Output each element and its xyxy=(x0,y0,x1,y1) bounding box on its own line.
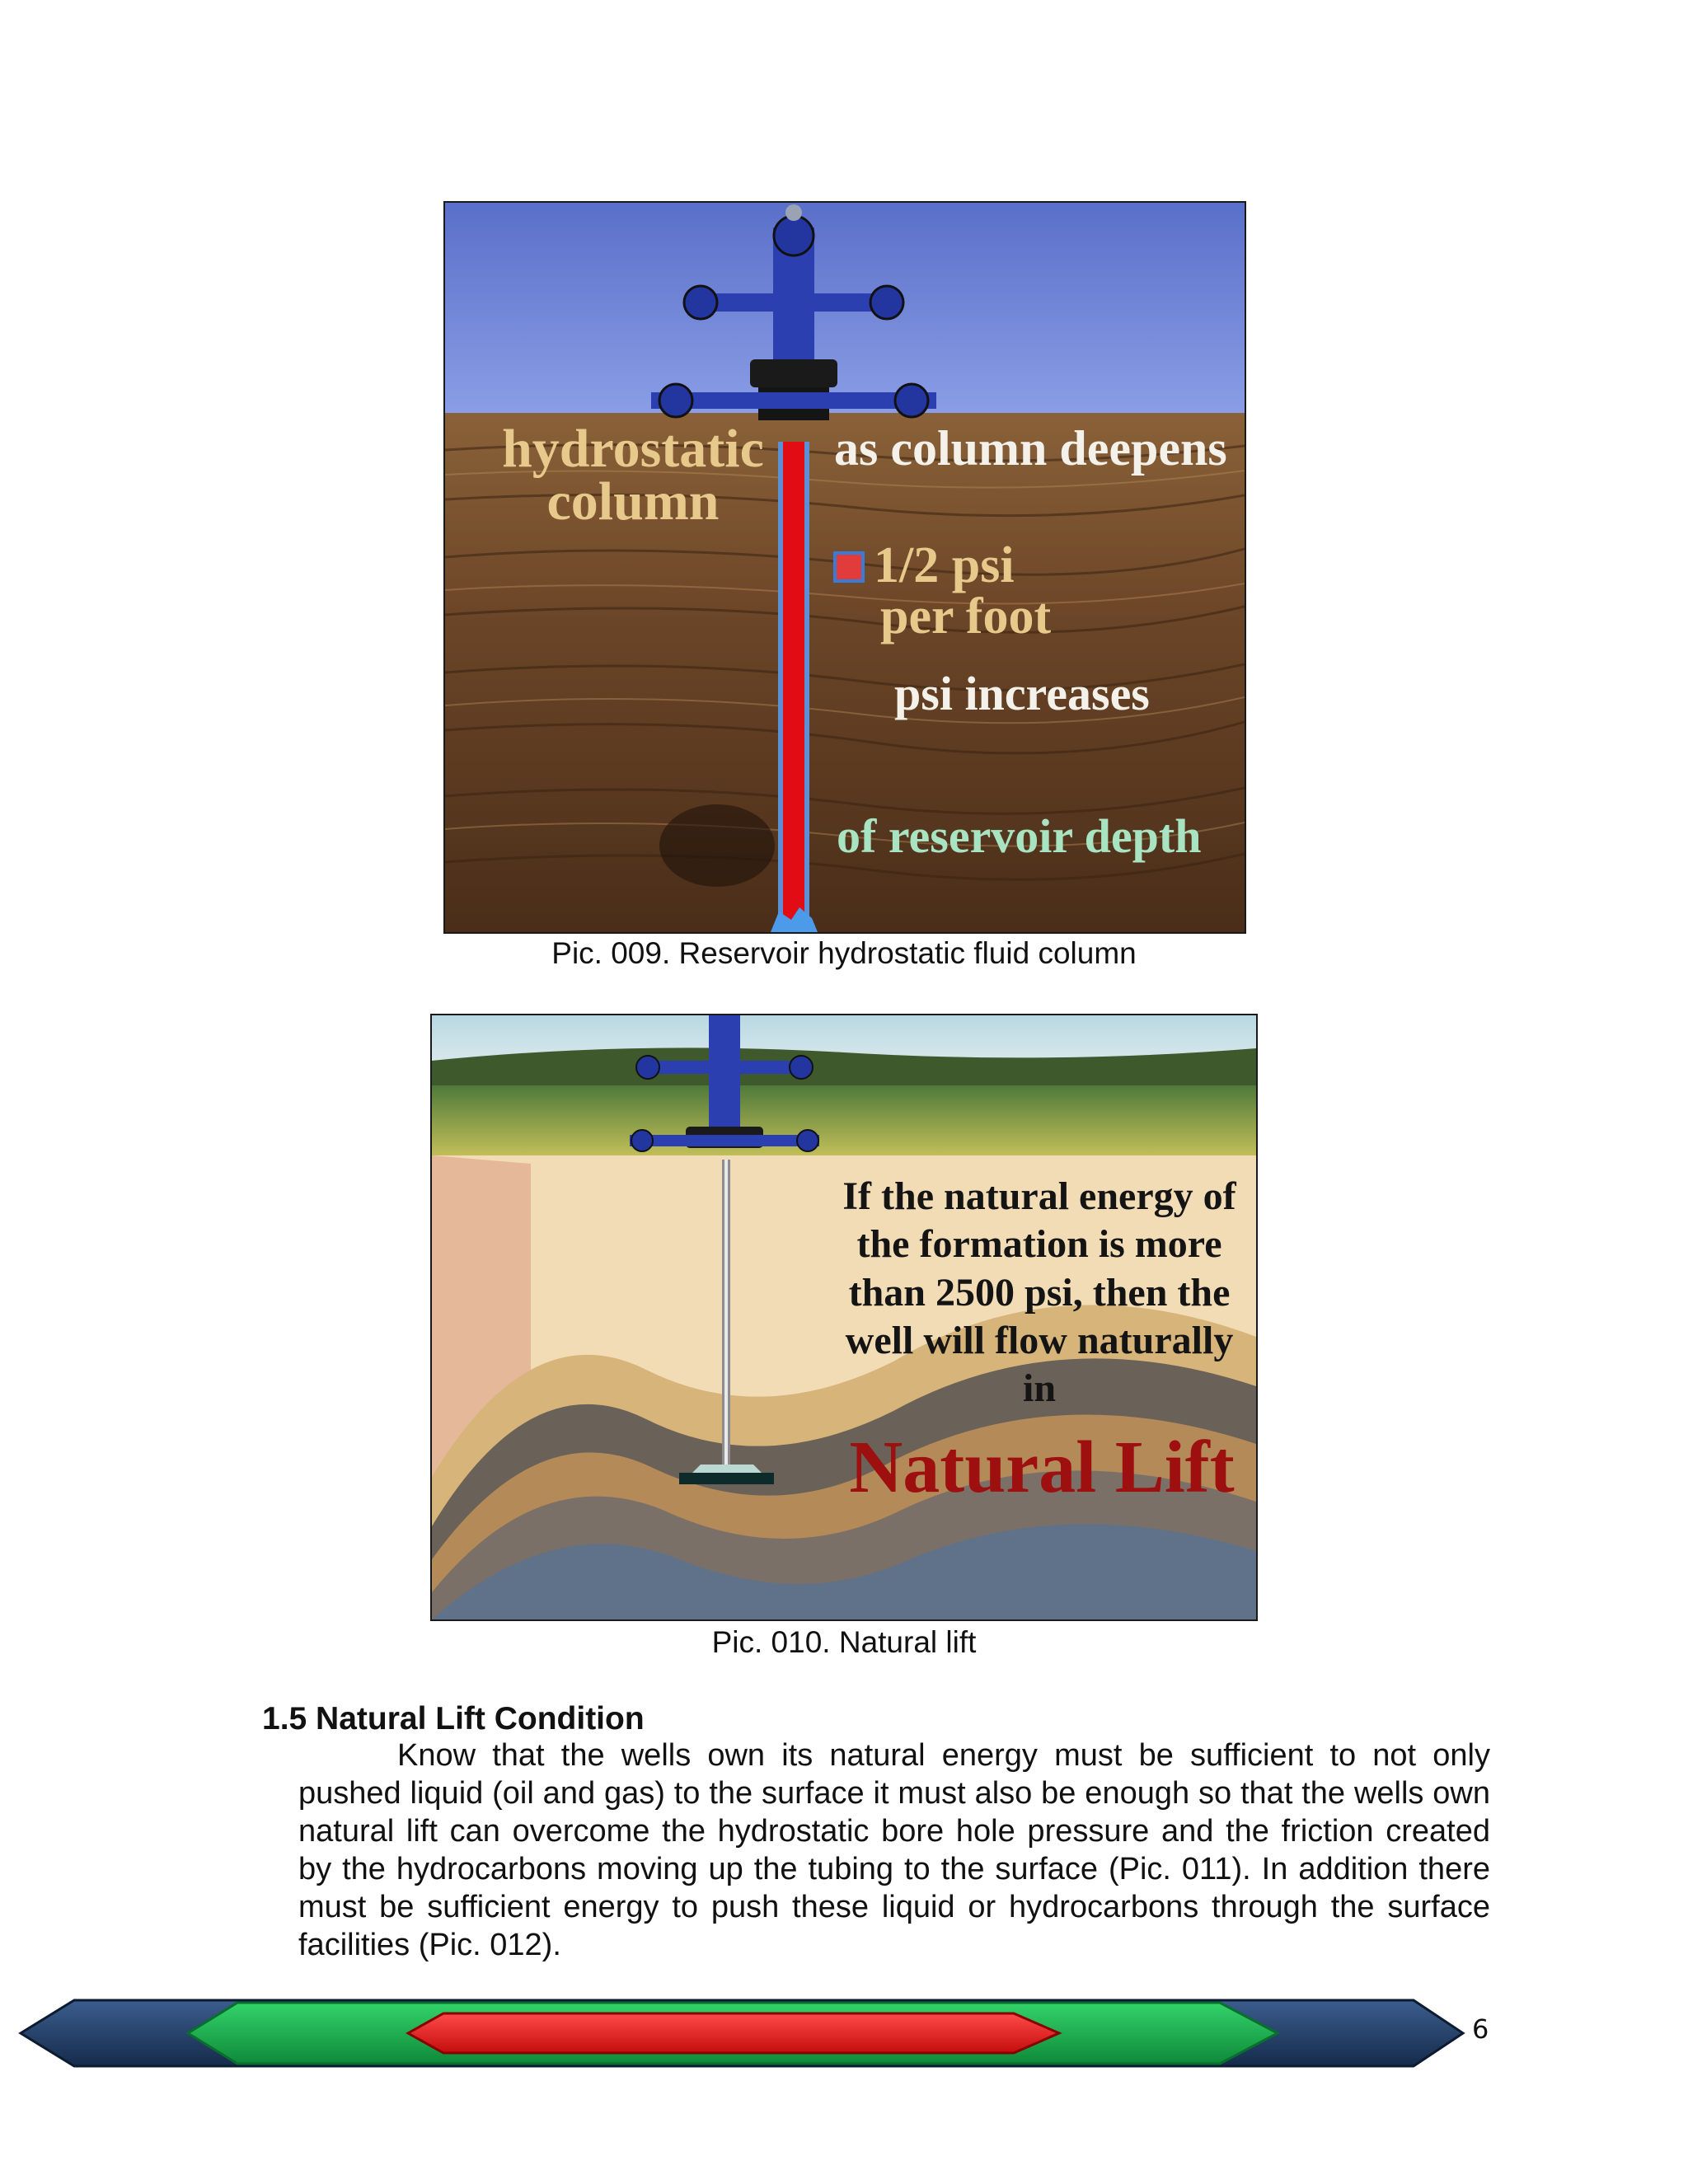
text-line-1: If the natural energy of xyxy=(842,1174,1236,1218)
natural-lift-figure xyxy=(430,1014,1258,1621)
fluid-column xyxy=(783,442,804,924)
label-reservoir-depth: of reservoir depth xyxy=(837,809,1202,863)
text-line-4: well will flow naturally xyxy=(845,1319,1234,1362)
farmland xyxy=(432,1085,1256,1160)
label-hydrostatic: hydrostatic xyxy=(502,419,764,479)
pressure-marker xyxy=(835,553,863,581)
label-half-psi: 1/2 psi xyxy=(874,537,1015,593)
label-column: column xyxy=(546,471,720,532)
text-line-5: in xyxy=(1022,1366,1057,1410)
figure2-caption: Pic. 010. Natural lift xyxy=(711,1625,977,1659)
natural-lift-title: Natural Lift xyxy=(849,1427,1235,1508)
section-heading: 1.5 Natural Lift Condition xyxy=(262,1701,645,1736)
page-number: 6 xyxy=(1472,2013,1489,2045)
figure1-caption: Pic. 009. Reservoir hydrostatic fluid column xyxy=(551,936,1137,970)
hydrostatic-column-figure xyxy=(443,201,1246,934)
body-paragraph: Know that the wells own its natural energy must be sufficient to not only pushed liquid (oil and gas) to the surface it must also be enough so that the wells own natural lift can overcome the hydrostatic bore hole pressure and the friction created by the hydrocarbons moving up the tubing to the surface (Pic. 011). In addition there must be sufficient energy to push these liquid or hydrocarbons through the surface facilities (Pic. 012). xyxy=(298,1738,1490,1962)
footer-banner xyxy=(16,1996,1467,2074)
text-line-3: than 2500 psi, then the xyxy=(848,1271,1231,1315)
label-psi-increases: psi increases xyxy=(894,667,1150,720)
label-per-foot: per foot xyxy=(880,588,1052,644)
banner-red xyxy=(408,2013,1059,2053)
label-as-column-deepens: as column deepens xyxy=(834,421,1227,476)
text-line-2: the formation is more xyxy=(856,1222,1222,1266)
